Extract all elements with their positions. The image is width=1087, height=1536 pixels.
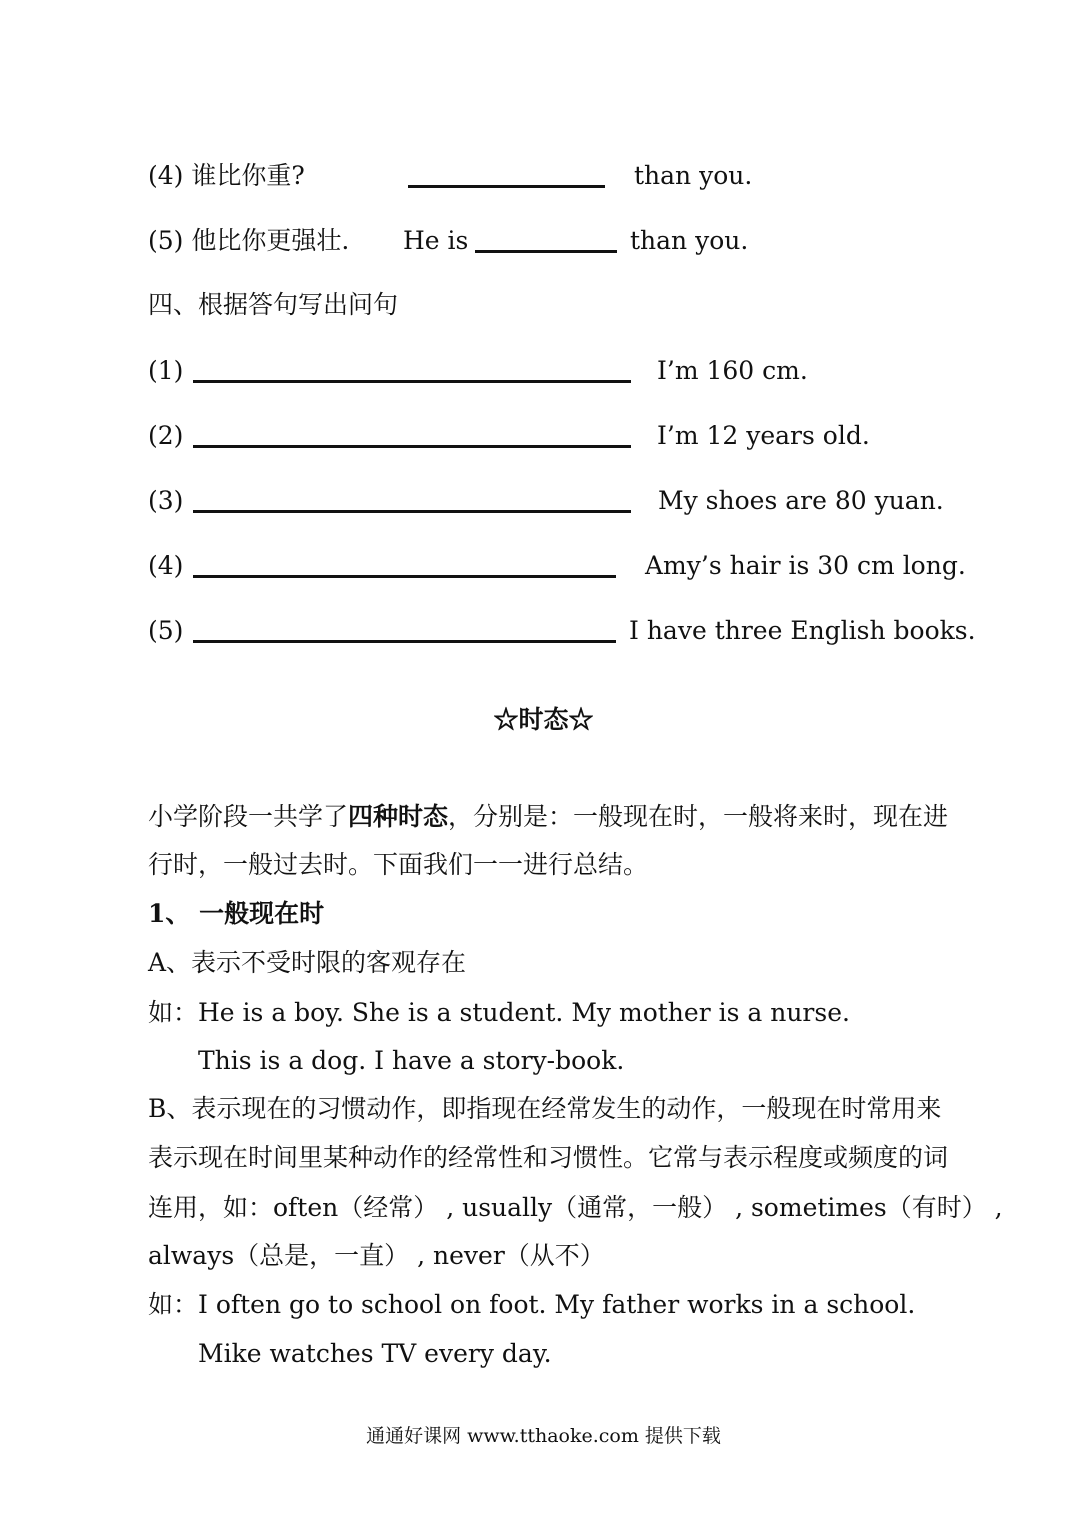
translate-item-5-middle: He is — [403, 226, 469, 255]
tense-heading: ☆时态☆ — [493, 705, 594, 734]
tense-intro-line-2: 行时，一般过去时。下面我们一一进行总结。 — [148, 850, 649, 879]
question-4-number: (4) — [148, 551, 184, 580]
point-b-line-2: 表示现在时间里某种动作的经常性和习惯性。它常与表示程度或频度的词 — [148, 1143, 949, 1172]
question-1-blank[interactable] — [193, 380, 631, 383]
translate-item-5-suffix: than you. — [630, 226, 749, 255]
translate-item-5-prompt: (5) 他比你更强壮. — [148, 226, 350, 255]
answer-1: I’m 160 cm. — [657, 356, 808, 385]
answer-4: Amy’s hair is 30 cm long. — [645, 551, 966, 580]
question-4-blank[interactable] — [193, 575, 616, 578]
question-3-blank[interactable] — [193, 510, 631, 513]
answer-5: I have three English books. — [629, 616, 976, 645]
translate-item-4-blank[interactable] — [408, 185, 605, 188]
question-5-number: (5) — [148, 616, 184, 645]
point-b-line-1: B、表示现在的习惯动作，即指现在经常发生的动作，一般现在时常用来 — [148, 1094, 942, 1123]
example-b-line-1: 如：I often go to school on foot. My father works in a school. — [148, 1290, 916, 1319]
translate-item-4-suffix: than you. — [634, 161, 753, 190]
question-3-number: (3) — [148, 486, 184, 515]
tense-intro-line-1 — [148, 801, 948, 833]
intro-text-bold: 四种时态 — [348, 802, 449, 831]
question-2-number: (2) — [148, 421, 184, 450]
intro-text-b: ，分别是：一般现在时，一般将来时，现在进 — [448, 802, 949, 831]
point-b-line-3: 连用，如：often（经常） , usually（通常，一般） , sometimes（有时） , — [148, 1193, 1003, 1222]
question-5-blank[interactable] — [193, 640, 616, 643]
page-footer: 通通好课网 www.tthaoke.com 提供下载 — [366, 1425, 721, 1447]
example-a-line-2: This is a dog. I have a story-book. — [198, 1046, 625, 1075]
answer-3: My shoes are 80 yuan. — [658, 486, 944, 515]
example-b-line-2: Mike watches TV every day. — [198, 1339, 552, 1368]
point-a-label: A、表示不受时限的客观存在 — [148, 948, 467, 977]
translate-item-5-blank[interactable] — [475, 250, 617, 253]
point-b-line-4: always（总是，一直） , never（从不） — [148, 1241, 605, 1270]
intro-text-a: 小学阶段一共学了 — [148, 802, 349, 831]
subheading-simple-present: 1、 一般现在时 — [148, 899, 325, 928]
section-4-title: 四、根据答句写出问句 — [148, 290, 399, 319]
question-1-number: (1) — [148, 356, 184, 385]
translate-item-4-prompt: (4) 谁比你重? — [148, 161, 305, 190]
answer-2: I’m 12 years old. — [657, 421, 870, 450]
question-2-blank[interactable] — [193, 445, 631, 448]
example-a-line-1: 如：He is a boy. She is a student. My mother is a nurse. — [148, 998, 850, 1027]
